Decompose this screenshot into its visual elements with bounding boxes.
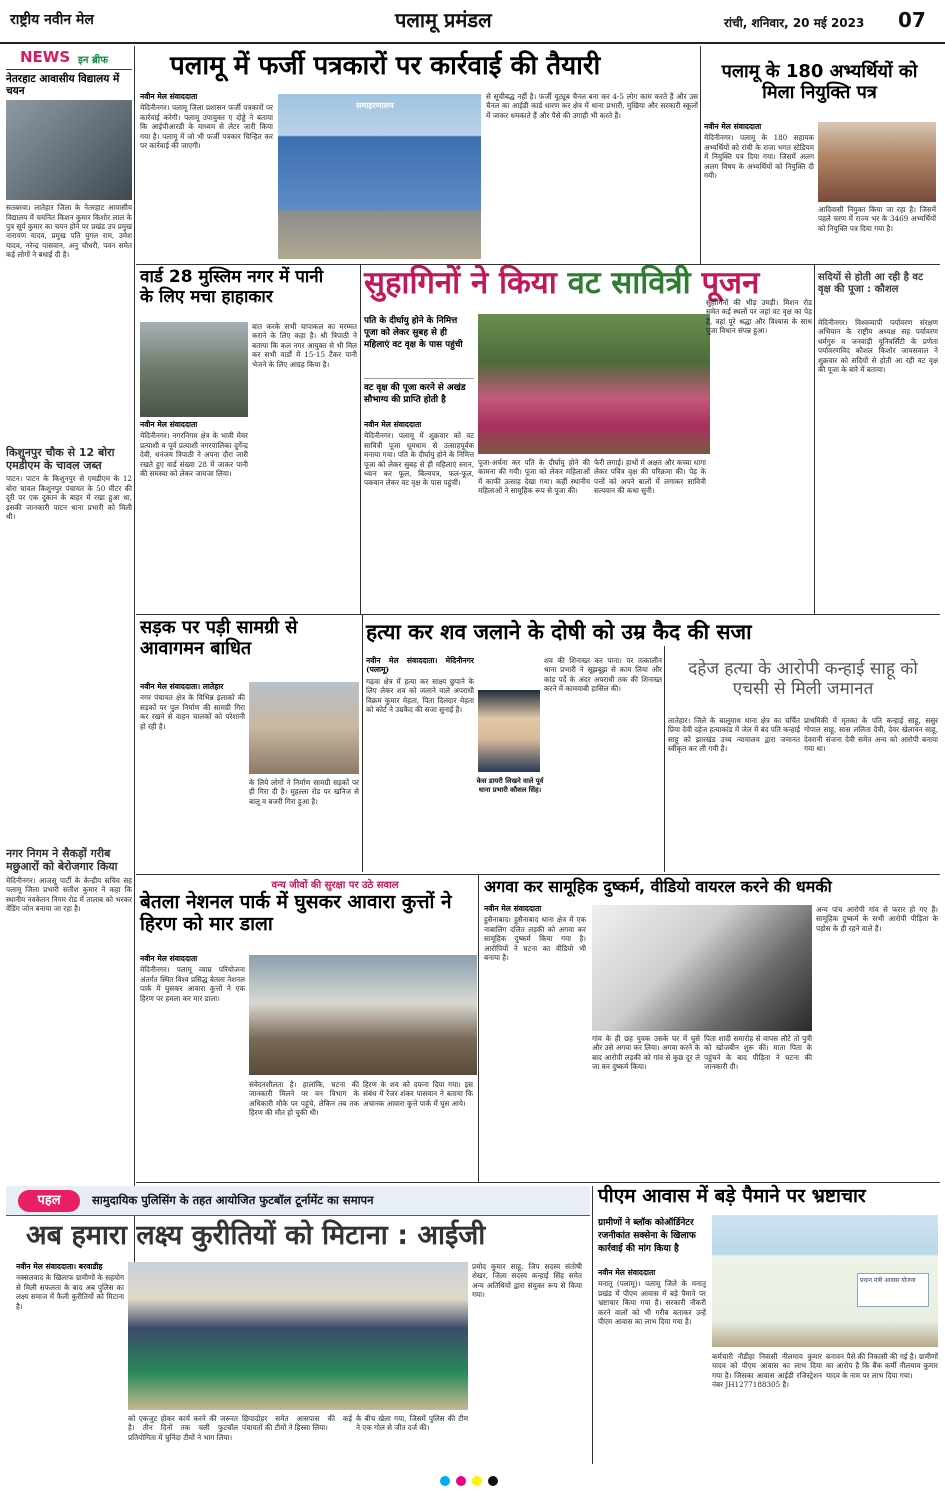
- crime-text-2: गांव के ही छह युवक उसके घर में घुसे और उसे अगवा कर लिया। अगवा करने के बाद आरोपी लड़की को गांव से कुछ दूर ले जा कर दुष्कर्म किया।: [592, 1034, 700, 1072]
- road-text-1: [140, 682, 245, 872]
- brief-1-photo: [6, 100, 132, 200]
- registration-dot-yellow: [472, 1476, 482, 1486]
- murder-text-2: शव की शिनाख्त कर पाना। पर तत्कालीन थाना प्रभारी ने सूझबूझ से काम लिया और कांड पर्दे के अंदर अपराधी तक की शिनाख्त करने में कामयाबी हासिल की।: [544, 656, 662, 694]
- football-text-1: [16, 1262, 124, 1462]
- wildlife-text-1: [140, 954, 245, 1180]
- color-registration-strip: [0, 1472, 945, 1489]
- vat-headline-part-1: सुहागिनों ने किया: [364, 265, 557, 301]
- jobs-photo-crowd: [818, 122, 936, 202]
- column-rule: [592, 1186, 593, 1464]
- vat-deck-2: वट वृक्ष की पूजा करने से अखंड सौभाग्य की प्राप्ति होती है: [364, 378, 474, 405]
- vat-byline: नवीन मेल संवाददाता: [364, 420, 422, 429]
- road-photo: [249, 682, 359, 774]
- vat-headline: [364, 266, 804, 302]
- sadiyon-headline: सदियों से होती आ रही है वट वृक्ष की पूजा : कौशल: [818, 272, 924, 295]
- brief-1-headline: नेतरहाट आवासीय विद्यालय में चयन: [6, 73, 120, 98]
- ward-byline: नवीन मेल संवाददाता: [140, 420, 198, 429]
- wildlife-text-2: संवेदनशीलता है। हालांकि, घटना की जानकारी मिलने पर वन विभाग के अधिकारी मौके पर पहुंचे, लेकिन तब तक हिरण की मौत हो चुकी थी।: [249, 1080, 359, 1118]
- pm-body-1: मनातू (पलामू)। पलामू जिले के मनातू प्रखंड में पीएम आवास में बड़े पैमाने पर भ्रष्टाचार किया गया है। सरकारी नौकरी करने वालों को भी गरीब बताकर उन्हें पीएम आवास का लाभ दिया गया है।: [598, 1279, 706, 1327]
- officer-photo: [478, 690, 540, 772]
- vat-text-2: पूजा-अर्चना कर पति के दीर्घायु होने की कामना की गयी। पूजा को लेकर महिलाओं में काफी उत्साह देखा गया। कहीं स्थानीय महिलाओं ने सामूहिक रूप से पूजा की।: [478, 458, 590, 496]
- crime-body-1: हुसैनाबाद। हुसैनाबाद थाना क्षेत्र में एक नाबालिग दलित लड़की को अगवा कर सामूहिक दुष्कर्म किया गया है। आरोपियों ने घटना का वीडियो भी बनाया है।: [484, 915, 586, 963]
- ward-text-2: बात करके सभी चापाकल का मरम्मत कराने के लिए कहा है। श्री त्रिपाठी ने बताया कि कल नगर आयुक्त से भी मिल कर सभी वार्डों में 15-15 टैंकर पानी भेजने के लिए आग्रह किया है।: [252, 322, 357, 369]
- vat-deck-1: पति के दीर्घायु होने के निमित्त पूजा को लेकर सुबह से ही महिलाएं वट वृक्ष के पास पहुंची: [364, 316, 463, 350]
- news-brief-header: [6, 46, 132, 70]
- football-text-2: प्रमोद कुमार साहू, जिप सदस्य संतोषी शेखर, जिला सदस्य कन्हाई सिंह समेत अन्य अतिथियों द्वारा संयुक्त रूप से किया गया।: [472, 1262, 582, 1300]
- football-text-3: को एकजुट होकर कार्य करने की जरूरत है। तीन दिनों तक चली फुटबॉल प्रतियोगिता में चुनिंदा टीमों ने भाग लिया।: [128, 1414, 238, 1442]
- road-byline: नवीन मेल संवाददाता। लातेहार: [140, 682, 224, 691]
- column-rule: [362, 614, 363, 872]
- vat-text-3: फेरी लगाई। हाथों में अक्षत और कच्चा धागा लेकर पवित्र वृक्ष की परिक्रमा की। पेड़ के पत्तों को अपने बालों में लगाकर सावित्री सत्यवान की कथा सुनी।: [594, 458, 706, 496]
- pm-text-1: [598, 1268, 706, 1462]
- lead-byline: नवीन मेल संवाददाता: [140, 92, 198, 101]
- ward-body-1: मेदिनीनगर। नगरनिगम क्षेत्र के भावी मेयर प्रत्याशी व पूर्व प्रत्याशी नगरपालिका दुर्गेन्द्र देवी, धनंजय त्रिपाठी ने अपना दौरा जारी रखते हुए वार्ड संख्या 28 में जाकर पानी की समस्या को लेकर जायजा लिया।: [140, 431, 248, 479]
- ward-text-1: [140, 420, 248, 610]
- brief-3-text: मेदिनीनगर। आजसू पार्टी के केन्द्रीय सचिव सह पलामू जिला प्रभारी सतीश कुमार ने कहा कि स्थानीय नवकेतन निगम रोड में तालाब को भरकर वेंडिंग जोन बनाया जा रहा है।: [6, 875, 132, 913]
- masthead: [0, 0, 945, 44]
- wildlife-body-1: मेदिनीनगर। पलामू व्याघ्र परियोजना अंतर्गत स्थित विश्व प्रसिद्ध बेतला नेशनल पार्क में घुसकर आवारा कुत्तों ने एक हिरण पर हमला कर मार डाला।: [140, 965, 245, 1003]
- football-byline: नवीन मेल संवाददाता। बरवाडीह: [16, 1262, 103, 1271]
- pm-text-3: बनावन पैसे की निकासी की गई है। ग्रामीणों का आरोप है कि बैंक कर्मी नीलमाय कुमार यादव के नाम पर लाभ दिया गया।: [826, 1352, 938, 1380]
- pm-text-2: कर्मचारी नौडीहा निवासी नीलमाय कुमार यादव को पीएम आवास का लाभ दिया गया है। जिसका आवास आईडी रजिस्ट्रेशन नंबर JH1277188305 है।: [712, 1352, 822, 1390]
- column-rule: [814, 264, 815, 614]
- officer-caption: केस डायरी लिखने वाले पूर्व थाना प्रभारी कौशल सिंह।: [470, 776, 550, 794]
- section-rule: [136, 874, 940, 875]
- football-body-1: नक्सलवाद के खिलाफ ग्रामीणों के सहयोग से मिली सफलता के बाद अब पुलिस का लक्ष्य समाज में फैली कुरीतियों को मिटाना है।: [16, 1273, 124, 1311]
- crime-byline: नवीन मेल संवाददाता: [484, 904, 542, 913]
- pm-deck: ग्रामीणों ने ब्लॉक कोऑर्डिनेटर रजनीकांत सक्सेना के खिलाफ कार्रवाई की मांग किया है: [598, 1218, 696, 1254]
- lead-photo-building: [278, 94, 481, 259]
- brief-3-headline: नगर निगम ने सैकड़ों गरीब मछुआरों को बेरोजगार किया: [6, 847, 118, 874]
- registration-dot-cyan: [440, 1476, 450, 1486]
- column-rule: [700, 46, 701, 264]
- football-text-4: छिपादोहर समेत आसपास की कई पंचायतों की टीमों ने हिस्सा लिया।: [242, 1414, 352, 1433]
- crime-headline: अगवा कर सामूहिक दुष्कर्म, वीडियो वायरल करने की धमकी: [484, 877, 832, 896]
- brief-2-headline: किशुनपुर चौक से 12 बोरा एमडीएम के चावल जब्त: [6, 446, 115, 472]
- wildlife-byline: नवीन मेल संवाददाता: [140, 954, 198, 963]
- murder-headline: हत्या कर शव जलाने के दोषी को उम्र कैद की सजा: [366, 620, 752, 644]
- vat-photo-worship: [478, 314, 710, 454]
- news-label: NEWS: [20, 48, 71, 66]
- pm-headline: पीएम आवास में बड़े पैमाने पर भ्रष्टाचार: [598, 1185, 866, 1207]
- section-title: पलामू प्रमंडल: [395, 8, 492, 32]
- wildlife-photo: [249, 955, 477, 1075]
- section-rule: [136, 614, 940, 615]
- section-rule: [136, 1182, 940, 1183]
- murder-text-1: [366, 656, 474, 870]
- vat-text-1: [364, 420, 474, 610]
- column-rule: [478, 874, 479, 1182]
- registration-dot-black: [488, 1476, 498, 1486]
- murder-byline: नवीन मेल संवाददाता। मेदिनीनगर (पलामू): [366, 656, 474, 675]
- wildlife-kicker: वन्य जीवों की सुरक्षा पर उठे सवाल: [271, 880, 399, 891]
- vat-body-1: मेदिनीनगर। पलामू में शुक्रवार को वट सावित्री पूजा धूमधाम से उत्साहपूर्वक मनाया गया। पति के दीर्घायु होने के निमित्त पूजा को लेकर सुबह से ही महिलाएं स्नान, ध्यान कर फूल, बिल्वपत्र, फल-फूल, पकवान लेकर वट वृक्ष के पास पहुंचीं।: [364, 431, 474, 488]
- wildlife-headline: बेतला नेशनल पार्क में घुसकर आवारा कुत्तों ने हिरण को मार डाला: [140, 891, 452, 935]
- lead-body-1: मेदिनीनगर। पलामू जिला प्रशासन फर्जी पत्रकारों पर कार्रवाई करेगी। पलामू उपायुक्त ए दोड्डे ने बताया कि आईपीआरडी के माध्यम से लेटर जारी किया गया है। पलामू में जो भी फर्जी पत्रकार चिन्हित कर पर कार्रवाई की जाएगी।: [140, 103, 273, 151]
- building-signboard: समाहरणालय: [356, 101, 394, 110]
- lead-headline: पलामू में फर्जी पत्रकारों पर कार्रवाई की तैयारी: [170, 51, 601, 81]
- vat-text-4: सुहागिनों की भीड़ उमड़ी। मिशन रोड समेत कई स्थलों पर जहां वट वृक्ष का पेड़ है, वहां पूरे श्रद्धा और विश्वास के साथ पूजा विधान संपन्न हुआ।: [706, 298, 812, 336]
- page-number: 07: [898, 8, 926, 32]
- vat-headline-part-2: वट सावित्री: [567, 265, 691, 301]
- pm-house-plaque: प्रधान मंत्री आवास योजना: [857, 1273, 929, 1307]
- dahej-text-1: लातेहार। जिले के बालूमाथ थाना क्षेत्र का चर्चित प्रिया देवी दहेज हत्याकांड में जेल में बंद पति कन्हाई साहू को झारखंड उच्च न्यायालय द्वारा जमानत स्वीकृत कर ली गयी है।: [668, 716, 800, 754]
- football-kicker: सामुदायिक पुलिसिंग के तहत आयोजित फुटबॉल टूर्नामेंट का समापन: [92, 1193, 374, 1207]
- road-body-1: नगर पंचायत क्षेत्र के विभिन्न इलाकों की सड़कों पर पुल निर्माण की सामग्री गिरा कर रखने से वाहन चालकों को परेशानी हो रही है।: [140, 693, 245, 731]
- sadiyon-text: मेदिनीनगर। विश्वव्यापी पर्यावरण संरक्षण अभियान के राष्ट्रीय अध्यक्ष सह पर्यावरण धर्मगुरु व जनवाड़ी यूनिवर्सिटी के प्रणेता पर्यावरणविद कौशल किशोर जायसवाल ने शुक्रवार को सदियों से होती आ रही वट वृक्ष की पूजा के बारे में बताया।: [818, 318, 938, 375]
- jobs-body-1: मेदिनीनगर। पलामू के 180 सहायक अभ्यर्थियों को रांची के राजा भगत स्टेडियम में नियुक्ति पत्र दिया गया। जिसमें अलग अलग विषय के अभ्यर्थियों को नियुक्ति दी गयी।: [704, 133, 814, 181]
- crime-text-4: अन्य पांच आरोपी गांव से फरार हो गए हैं। सामूहिक दुष्कर्म के सभी आरोपी पीड़िता के पड़ोस के ही रहने वाले हैं।: [816, 905, 938, 933]
- column-rule: [664, 646, 665, 872]
- brief-2-text: पाटन। पाटन के किशुनपुर से एमडीएम के 12 बोरा चावल किशुनपुर पंचायत के 50 मीटर की दूरी पर एक दुकान के बाहर में रखा हुआ था, इसकी जानकारी पाटन थाना प्रभारी को मिली थी।: [6, 474, 132, 522]
- jobs-byline: नवीन मेल संवाददाता: [704, 122, 762, 131]
- registration-dot-magenta: [456, 1476, 466, 1486]
- crime-text-3: पिता शादी समारोह से वापस लौटे तो पुत्री को खोजबीन शुरू की। माता पिता के पहुंचने के बाद पीड़िता ने घटना की जानकारी दी।: [704, 1034, 812, 1072]
- football-photo-team: [128, 1262, 468, 1410]
- jobs-headline: पलामू के 180 अभ्यर्थियों को मिला नियुक्ति पत्र: [721, 61, 918, 103]
- pm-byline: नवीन मेल संवाददाता: [598, 1268, 656, 1277]
- lead-text-1: [140, 92, 273, 262]
- road-text-2: के लिये लोगों ने निर्माण सामग्री सड़कों पर ही गिरा दी है। मुहल्ला रोड पर खनिज से बालू व बजरी गिरा हुआ है।: [249, 778, 359, 806]
- murder-body-1: गढ़वा क्षेत्र में हत्या कर साक्ष्य छुपाने के लिए लेकर शव को जलाने वाले अपराधी विक्रम कुमार मेहता, पिता दिलदार मेहता को कोर्ट ने उम्रकैद की सजा सुनाई है।: [366, 676, 474, 715]
- jobs-text-2: आदिवासी नियुक्त किया जा रहा है। जिसमें पहले चरण में राज्य भर के 3469 अभ्यर्थियों को नियुक्ति पत्र दिया गया है।: [818, 205, 936, 233]
- wildlife-text-3: हिरण के शव को दफना दिया गया। इस संबंध में रेंजर शंकर पासवान ने बताया कि अचानक आवारा कुत्ते पार्क में घुस आये।: [363, 1080, 473, 1108]
- crime-text-1: [484, 904, 586, 1180]
- dahej-text-2: प्राथमिकी में मृतका के पति कन्हाई साहू, ससुर गोपाल साहू, सास ललिता देवी, देवर खेलावन साहू, देवरानी संजना देवी समेत अन्य को आरोपी बनाया गया था।: [804, 716, 938, 754]
- date-line: रांची, शनिवार, 20 मई 2023: [724, 16, 865, 30]
- pm-photo-house: [712, 1215, 938, 1347]
- football-text-5: के बीच खेला गया, जिसमें पुलिस की टीम ने एक गोल से जीत दर्ज की।: [356, 1414, 468, 1433]
- crime-photo: [592, 905, 812, 1031]
- football-tag: पहल: [18, 1190, 80, 1212]
- ward-photo: [140, 322, 248, 417]
- dahej-headline: दहेज हत्या के आरोपी कन्हाई साहू को एचसी से मिली जमानत: [688, 659, 918, 699]
- brief-1-text: सतबरवा। लातेहार जिला के नेतरहाट आवासीय विद्यालय में चयनित किशन कुमार किशोर लाल के पुत्र सूर्य कुमार का चयन होने पर प्रखंड उप प्रमुख नारायण यादव, प्रमुख पति युगल राम, उमेश यादव, नरेन्द्र पासवान, अनु चौधरी, पवन समेत कई लोगों ने बधाई दी है।: [6, 203, 132, 260]
- jobs-text-1: [704, 122, 814, 262]
- road-headline: सड़क पर पड़ी सामग्री से आवागमन बाधित: [140, 617, 298, 659]
- football-kicker-bar: [6, 1186, 590, 1216]
- football-headline: अब हमारा लक्ष्य कुरीतियों को मिटाना : आईजी: [26, 1220, 486, 1251]
- ward-headline: वार्ड 28 मुस्लिम नगर में पानी के लिए मचा हाहाकार: [140, 267, 324, 307]
- lead-text-2: से सूचीबद्ध नहीं है। फर्जी यूट्यूब चैनल बना कर 4-5 लोग काम करते हैं और उस चैनल का आईडी कार्ड धारण कर क्षेत्र में थाना प्रभारी, मुखिया और सरकारी स्कूलों में जाकर धमकाते हैं और पैसे की उगाही भी करते हैं।: [486, 92, 698, 120]
- vat-headline-part-3: पूजन: [701, 265, 760, 301]
- paper-name: राष्ट्रीय नवीन मेल: [10, 12, 94, 28]
- news-sublabel: इन ब्रीफ: [78, 55, 108, 66]
- column-rule: [360, 264, 361, 614]
